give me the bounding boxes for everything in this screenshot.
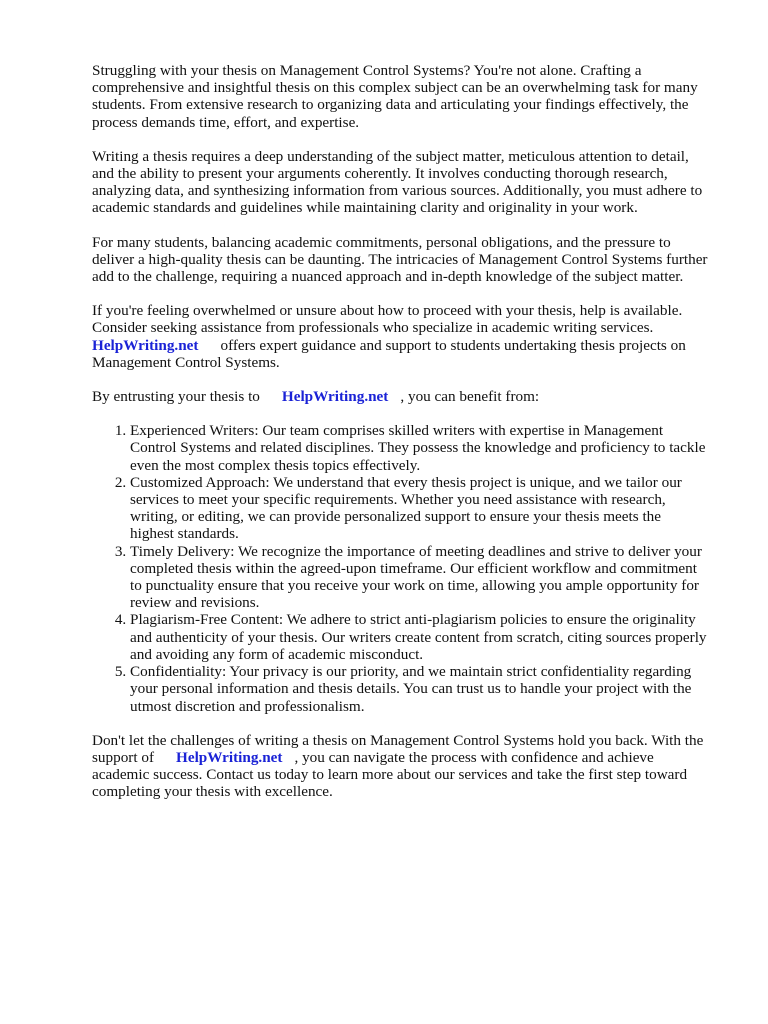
entrust-text-before: By entrusting your thesis to [92,388,260,406]
closing-paragraph [92,732,708,801]
assistance-text-before: If you're feeling overwhelmed or unsure about how to proceed with your thesis, help is available. Consider seeking assistance from professionals who specialize in academic writing services. [92,302,683,337]
entrust-paragraph [92,388,708,405]
challenges-paragraph: For many students, balancing academic commitments, personal obligations, and the pressure to deliver a high-quality thesis can be daunting. The intricacies of Management Control Systems further add to the challenge, requiring a nuanced approach and in-depth knowledge of the subject matter. [92,233,708,286]
list-item: 5. Confidentiality: Your privacy is our priority, and we maintain strict confidentiality regarding your personal information and thesis details. You can trust us to handle your project with the utmost discretion and professionalism. [130,663,708,715]
intro-paragraph: Struggling with your thesis on Management Control Systems? You're not alone. Crafting a comprehensive and insightful thesis on this complex subject can be an overwhelming task for many students. From extensive research to organizing data and articulating your findings effectively, the process demands time, effort, and expertise. [92,62,698,131]
list-item: 2. Customized Approach: We understand that every thesis project is unique, and we tailor our services to meet your specific requirements. Whether you need assistance with research, writing, or editing, we can provide personalized support to ensure your thesis meets the highest standards. [130,474,708,543]
list-item: 3. Timely Delivery: We recognize the importance of meeting deadlines and strive to deliver your completed thesis within the agreed-upon timeframe. Our efficient workflow and commitment to punctuality ensure that you receive your work on time, allowing you ample opportunity for review and revisions. [130,543,708,612]
assistance-paragraph [92,302,708,371]
entrust-text-after: , you can benefit from: [400,388,540,406]
closing-text-after: , you can navigate the process with confidence and achieve academic success. Contact us today to learn more about our services and take the first step toward completing your thesis with excellence. [92,748,688,801]
requirements-paragraph: Writing a thesis requires a deep understanding of the subject matter, meticulous attention to detail, and the ability to present your arguments coherently. It involves conducting thorough research, analyzing data, and synthesizing information from various sources. Additionally, you must adhere to academic standards and guidelines while maintaining clarity and originality in your work. [92,147,703,217]
list-item: 1. Experienced Writers: Our team comprises skilled writers with expertise in Management Control Systems and related disciplines. They possess the knowledge and proficiency to tackle even the most complex thesis topics effectively. [130,422,708,474]
helpwriting-link-1[interactable]: HelpWriting.net [92,336,199,354]
benefits-list [92,422,708,714]
closing-text-before: Don't let the challenges of writing a thesis on Management Control Systems hold you back. With the support of [92,731,704,766]
assistance-text-after: offers expert guidance and support to students undertaking thesis projects on Management Control Systems. [92,336,686,371]
list-item: 4. Plagiarism-Free Content: We adhere to strict anti-plagiarism policies to ensure the originality and authenticity of your thesis. Our writers create content from scratch, citing sources properly and avoiding any form of academic misconduct. [130,611,708,663]
helpwriting-link-3[interactable]: HelpWriting.net [176,748,283,766]
helpwriting-link-2[interactable]: HelpWriting.net [281,388,389,406]
